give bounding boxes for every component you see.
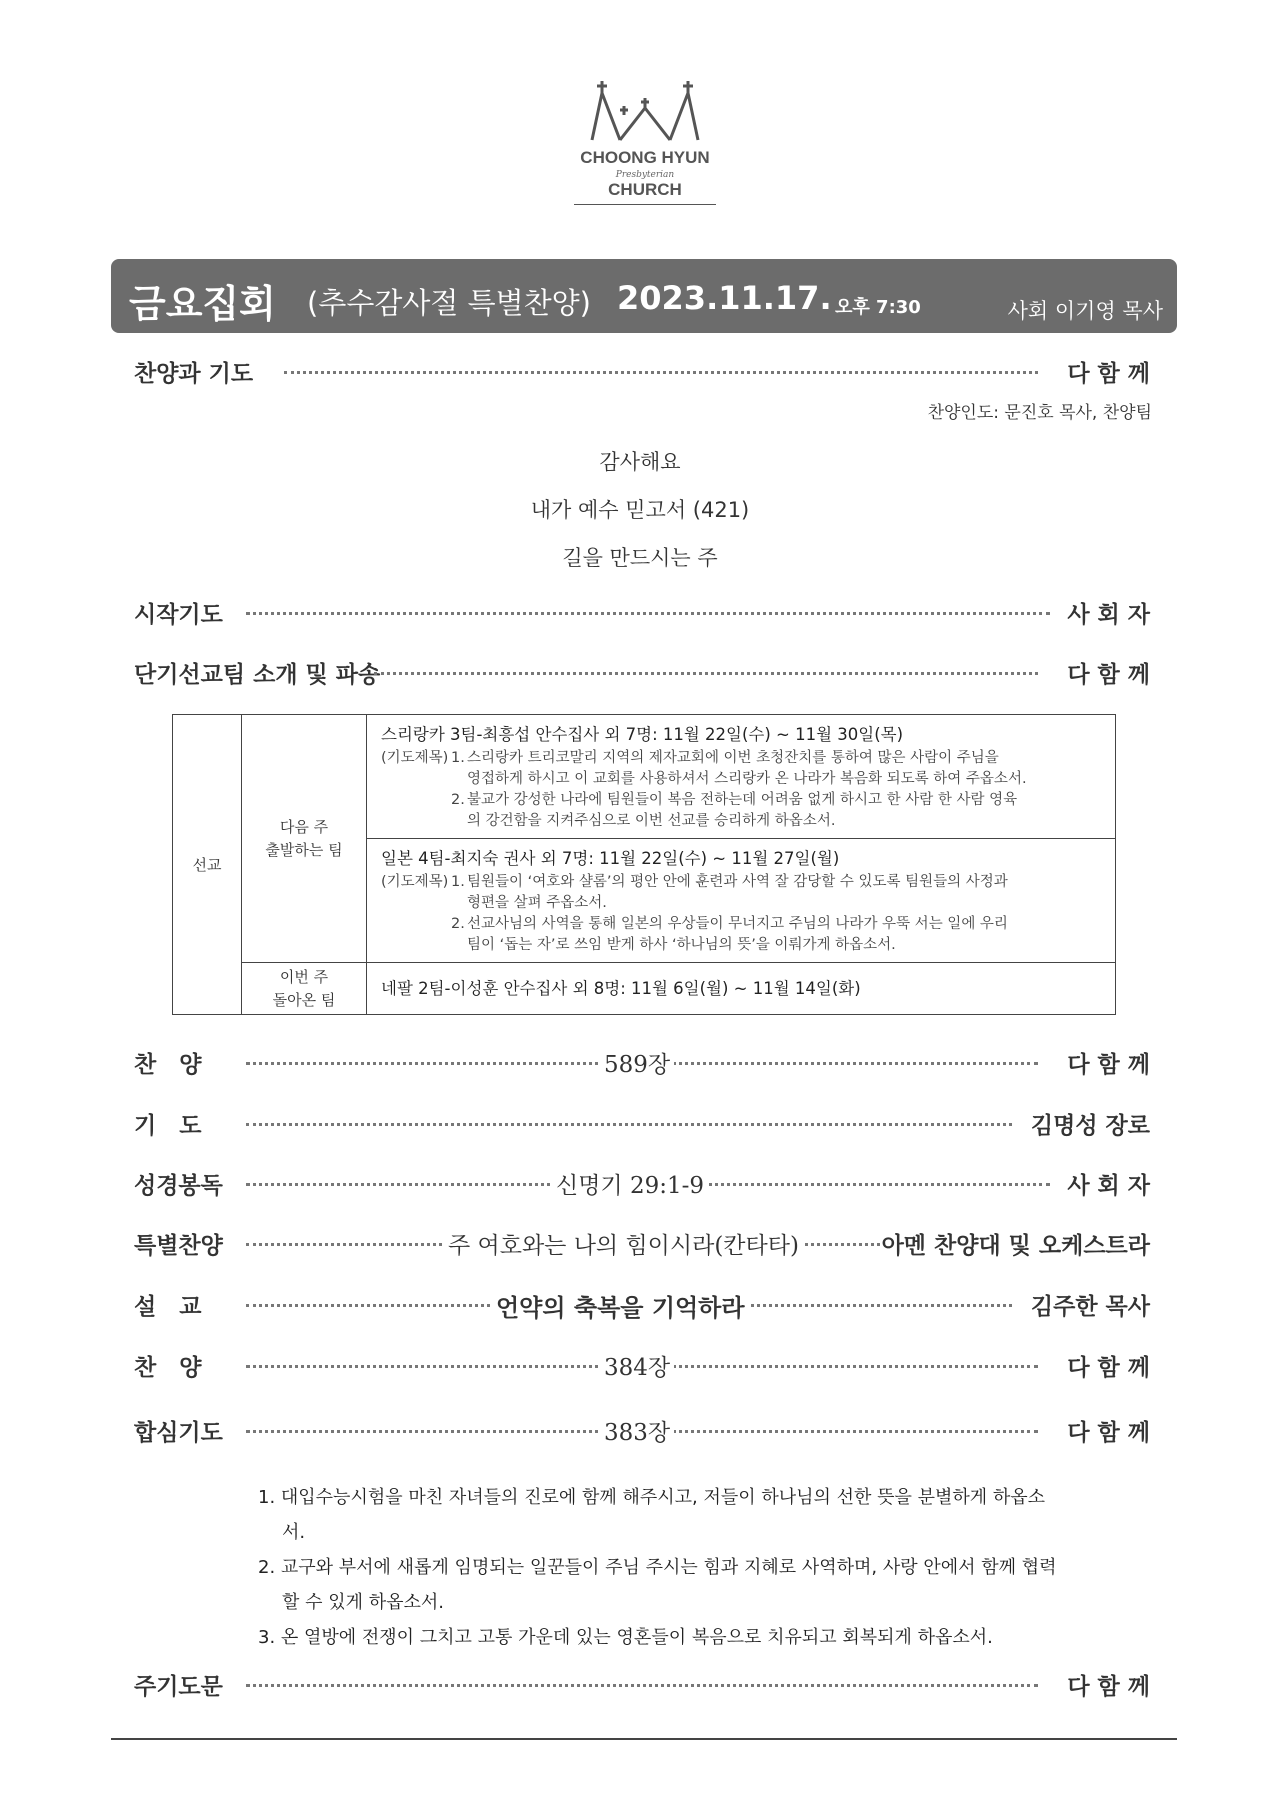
prayer-item: 2. 교구와 부서에 새롭게 임명되는 일꾼들이 주님 주시는 힘과 지혜로 사역하며, 사랑 안에서 함께 협력할 수 있게 하옵소서.: [258, 1557, 1057, 1613]
prayer-text: 팀원들이 ‘여호와 샬롬’의 평안 안에 훈련과 사역 잘 감당할 수 있도록 팀원들의 사정과: [467, 874, 1008, 890]
order-label: 성경봉독: [134, 1172, 223, 1199]
bottom-divider: [111, 1738, 1177, 1740]
leader-dots: [246, 1684, 1038, 1687]
order-row-lords-prayer: [134, 1668, 1150, 1704]
song-item: 감사해요: [599, 450, 681, 474]
returned-team: 네팔 2팀-이성훈 안수집사 외 8명: 11월 6일(월) ~ 11월 14일(화): [381, 979, 861, 998]
prayer-list: [258, 1480, 1058, 1655]
order-row-hymn2: [134, 1349, 1150, 1385]
returned-label: 이번 주 돌아온 팀: [242, 963, 367, 1015]
prayer-tag: (기도제목): [381, 750, 449, 766]
prayer-text: 불교가 강성한 나라에 팀원들이 복음 전하는데 어려움 없게 하시고 한 사람 한 사람 영육: [467, 792, 1018, 808]
order-row-sermon: [134, 1288, 1150, 1324]
prayer-tag: (기도제목): [381, 874, 449, 890]
leader-dots: [246, 612, 1050, 615]
logo-text-top: CHOONG HYUN: [580, 148, 710, 167]
order-row-opening-prayer: [134, 596, 1150, 632]
next-week-label: 다음 주 출발하는 팀: [242, 715, 367, 963]
order-leader: 다 함 께: [1067, 1354, 1150, 1381]
service-title: 금요집회: [129, 282, 276, 326]
mission-table: [172, 714, 1116, 1015]
praise-leader-note: 찬양인도: 문진호 목사, 찬양팀: [927, 403, 1152, 423]
song-item: 내가 예수 믿고서 (421): [530, 498, 750, 522]
prayer-text: 의 강건함을 지켜주심으로 이번 선교를 승리하게 하옵소서.: [467, 813, 836, 829]
returned-team-cell: [367, 963, 1116, 1015]
church-logo: [570, 78, 720, 210]
order-content: 384장: [600, 1349, 674, 1382]
service-subtitle: (추수감사절 특별찬양): [307, 286, 591, 320]
mission-team-cell: [367, 715, 1116, 839]
team-title: 스리랑카 3팀-최흥섭 안수집사 외 7명: 11월 22일(수) ~ 11월 30일(목): [381, 725, 904, 744]
order-label: 찬 양: [134, 1051, 202, 1078]
prayer-text: 팀이 ‘돕는 자’로 쓰임 받게 하사 ‘하나님의 뜻’을 이뤄가게 하옵소서.: [467, 937, 896, 953]
order-label: 찬 양: [134, 1354, 202, 1381]
church-spires-icon: [590, 78, 700, 148]
logo-text-middle: Presbyterian: [615, 170, 675, 180]
order-label: 특별찬양: [134, 1232, 223, 1259]
prayer-text: 선교사님의 사역을 통해 일본의 우상들이 무너지고 주님의 나라가 우뚝 서는 일에 우리: [467, 916, 1008, 932]
order-label: 설 교: [134, 1293, 202, 1320]
order-row-hymn: [134, 1046, 1150, 1082]
order-label: 주기도문: [134, 1673, 223, 1700]
order-label: 찬양과 기도: [134, 360, 254, 387]
order-leader: 다 함 께: [1067, 1419, 1150, 1446]
team-title: 일본 4팀-최지숙 권사 외 7명: 11월 22일(수) ~ 11월 27일(월): [381, 849, 840, 868]
service-banner: [111, 259, 1177, 333]
service-time: 오후 7:30: [835, 297, 921, 318]
order-leader: 아멘 찬양대 및 오케스트라: [881, 1232, 1150, 1259]
order-row-prayer: [134, 1107, 1150, 1143]
order-label: 기 도: [134, 1112, 202, 1139]
order-row-mission: [134, 656, 1150, 692]
sermon-title: 언약의 축복을 기억하라: [492, 1288, 749, 1323]
prayer-item: 3. 온 열방에 전쟁이 그치고 고통 가운데 있는 영혼들이 복음으로 치유되고 회복되게 하옵소서.: [258, 1627, 993, 1648]
order-leader: 다 함 께: [1067, 1051, 1150, 1078]
service-date: 2023.11.17.: [617, 279, 832, 317]
order-row-scripture: [134, 1167, 1150, 1203]
order-label: 단기선교팀 소개 및 파송: [134, 661, 381, 688]
prayer-line: 2. 불교가 강성한 나라에 팀원들이 복음 전하는데 어려움 없게 하시고 한 사람 한 사람 영육: [381, 790, 1105, 811]
order-content: 589장: [600, 1046, 674, 1079]
logo-underline: [574, 204, 716, 205]
order-leader: 다 함 께: [1067, 360, 1150, 387]
order-row-special: [134, 1227, 1150, 1263]
order-leader: 다 함 께: [1067, 661, 1150, 688]
order-label: 시작기도: [134, 601, 223, 628]
prayer-line: (기도제목) 1. 팀원들이 ‘여호와 샬롬’의 평안 안에 훈련과 사역 잘 감당할 수 있도록 팀원들의 사정과: [381, 872, 1105, 893]
order-row-unison-prayer: [134, 1414, 1150, 1450]
prayer-item: 1. 대입수능시험을 마친 자녀들의 진로에 함께 해주시고, 저들이 하나님의 선한 뜻을 분별하게 하옵소서.: [258, 1487, 1046, 1543]
order-label: 합심기도: [134, 1419, 223, 1446]
order-leader: 사 회 자: [1067, 1172, 1150, 1199]
logo-text-bottom: CHURCH: [608, 180, 682, 199]
prayer-text: 영접하게 하시고 이 교회를 사용하셔서 스리랑카 온 나라가 복음화 되도록 하여 주옵소서.: [467, 771, 1027, 787]
mission-category: 선교: [173, 715, 242, 1015]
leader-dots: [374, 672, 1038, 675]
mission-team-cell: [367, 839, 1116, 963]
order-leader: 김명성 장로: [1030, 1112, 1150, 1139]
prayer-text: 스리랑카 트리코말리 지역의 제자교회에 이번 초청잔치를 통하여 많은 사람이 주님을: [467, 750, 999, 766]
prayer-line: 2. 선교사님의 사역을 통해 일본의 우상들이 무너지고 주님의 나라가 우뚝 서는 일에 우리: [381, 914, 1105, 935]
order-leader: 김주한 목사: [1030, 1293, 1150, 1320]
order-content: 주 여호와는 나의 힘이시라(칸타타): [444, 1227, 803, 1260]
order-leader: 다 함 께: [1067, 1673, 1150, 1700]
song-item: 길을 만드시는 주: [562, 546, 718, 570]
service-host: 사회 이기영 목사: [1007, 299, 1163, 323]
order-content: 신명기 29:1-9: [552, 1167, 708, 1200]
prayer-text: 형편을 살펴 주옵소서.: [467, 895, 607, 911]
prayer-line: (기도제목) 1. 스리랑카 트리코말리 지역의 제자교회에 이번 초청잔치를 통하여 많은 사람이 주님을: [381, 748, 1105, 769]
order-content: 383장: [600, 1414, 674, 1447]
leader-dots: [284, 371, 1038, 374]
order-leader: 사 회 자: [1067, 601, 1150, 628]
leader-dots: [246, 1123, 1012, 1126]
order-row-praise: [134, 355, 1150, 391]
